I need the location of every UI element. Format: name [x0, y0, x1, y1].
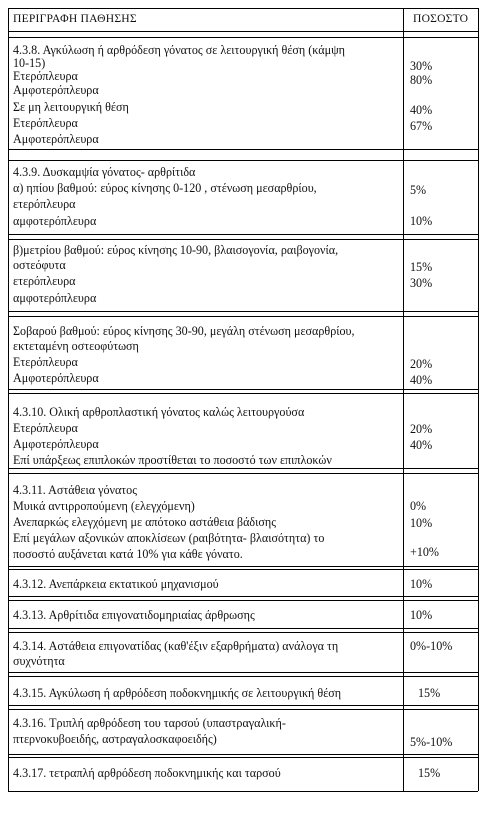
table-rule: [8, 239, 478, 240]
row-description-line: 4.3.17. τετραπλή αρθρόδεση ποδοκνημικής και ταρσού: [13, 766, 281, 780]
table-rule: [8, 149, 478, 150]
row-description-line: Αμφοτερόπλευρα: [13, 437, 99, 451]
row-percent: 15%: [410, 260, 433, 274]
row-percent: 10%: [410, 214, 433, 228]
table-rule: [8, 160, 478, 161]
table-rule: [8, 316, 478, 317]
row-description-line: οστεόφυτα: [13, 258, 66, 272]
row-percent: 10%: [410, 516, 433, 530]
row-description-line: Αμφοτερόπλευρα: [13, 132, 99, 146]
table-rule: [8, 709, 478, 710]
row-percent: 20%: [410, 422, 433, 436]
row-description-line: Μυικά αντιρροπούμενη (ελεγχόμενη): [13, 499, 195, 513]
row-description-line: αμφοτερόπλευρα: [13, 214, 97, 228]
row-description-line: Σε μη λειτουργική θέση: [13, 100, 129, 114]
table-rule: [8, 596, 478, 597]
table-rule: [8, 311, 478, 312]
row-percent: 15%: [418, 686, 441, 700]
header-description: ΠΕΡΙΓΡΑΦΗ ΠΑΘΗΣΗΣ: [13, 12, 137, 25]
row-percent: 10%: [410, 608, 433, 622]
row-description-line: 4.3.15. Αγκύλωση ή αρθρόδεση ποδοκνημικής σε λειτουργική θέση: [13, 686, 342, 700]
table-rule: [8, 37, 478, 38]
row-description-line: 4.3.13. Αρθρίτιδα επιγονατιδομηριαίας άρθρωσης: [13, 608, 255, 622]
row-description-line: Ετερόπλευρα: [13, 69, 78, 83]
row-percent: 5%-10%: [410, 735, 453, 749]
table-rule: [8, 791, 478, 792]
table-rule: [8, 757, 478, 758]
row-description-line: συχνότητα: [13, 654, 65, 668]
row-percent: 80%: [410, 73, 433, 87]
header-percent: ΠΟΣΟΣΤΟ: [413, 12, 469, 25]
row-description-line: ποσοστό αυξάνεται κατά 10% για κάθε γόνατο.: [13, 547, 243, 561]
row-percent: 0%-10%: [410, 639, 453, 653]
row-percent: 40%: [410, 438, 433, 452]
row-description-line: Ετερόπλευρα: [13, 116, 78, 130]
row-percent: +10%: [410, 545, 439, 559]
row-description-line: πτερνοκυβοειδής, αστραγαλοσκαφοειδής): [13, 732, 217, 746]
table-column-rule: [8, 8, 9, 791]
row-percent: 40%: [410, 373, 433, 387]
table-rule: [8, 31, 478, 32]
row-description-line: ετερόπλευρα: [13, 274, 76, 288]
row-description-line: Επί υπάρξεως επιπλοκών προστίθεται το ποσοστό των επιπλοκών: [13, 453, 332, 467]
row-description-line: 10-15): [13, 56, 46, 70]
row-description-line: Ετερόπλευρα: [13, 421, 78, 435]
row-percent: 15%: [418, 766, 441, 780]
row-description-line: αμφοτερόπλευρα: [13, 291, 97, 305]
row-description-line: 4.3.10. Ολική αρθροπλαστική γόνατος καλώς λειτουργούσα: [13, 405, 305, 419]
table-rule: [8, 468, 478, 469]
row-percent: 30%: [410, 59, 433, 73]
row-description-line: ετερόπλευρα: [13, 197, 76, 211]
row-percent: 20%: [410, 357, 433, 371]
table-column-rule: [403, 8, 404, 791]
table-rule: [8, 389, 478, 390]
row-percent: 5%: [410, 183, 427, 197]
table-rule: [8, 705, 478, 706]
row-description-line: 4.3.14. Αστάθεια επιγονατίδας (καθ'έξιν εξαρθρήματα) ανάλογα τη: [13, 639, 339, 653]
row-description-line: Αμφοτερόπλευρα: [13, 83, 99, 97]
row-description-line: Ανεπαρκώς ελεγχόμενη με απότοκο αστάθεια βάδισης: [13, 515, 277, 529]
row-description-line: 4.3.12. Ανεπάρκεια εκτατικού μηχανισμού: [13, 577, 219, 591]
row-description-line: εκτεταμένη οστεοφύτωση: [13, 339, 139, 353]
row-description-line: Αμφοτερόπλευρα: [13, 371, 99, 385]
table-rule: [8, 8, 478, 9]
row-description-line: Σοβαρού βαθμού: εύρος κίνησης 30-90, μεγάλη στένωση μεσαρθρίου,: [13, 324, 355, 338]
row-description-line: 4.3.8. Αγκύλωση ή αρθρόδεση γόνατος σε λειτουργική θέση (κάμψη: [13, 43, 345, 57]
row-percent: 40%: [410, 103, 433, 117]
table-rule: [8, 393, 478, 394]
table-column-rule: [478, 8, 479, 791]
table-rule: [8, 566, 478, 567]
row-description-line: 4.3.16. Τριπλή αρθρόδεση του ταρσού (υπαστραγαλική-: [13, 716, 286, 730]
row-description-line: α) ηπίου βαθμού: εύρος κίνησης 0-120 , στένωση μεσαρθρίου,: [13, 181, 317, 195]
row-description-line: β)μετρίου βαθμού: εύρος κίνησης 10-90, βλαισογονία, ραιβογονία,: [13, 243, 339, 257]
table-rule: [8, 628, 478, 629]
table-rule: [8, 676, 478, 677]
table-rule: [8, 754, 478, 755]
row-percent: 67%: [410, 119, 433, 133]
table-rule: [8, 569, 478, 570]
table-rule: [8, 632, 478, 633]
row-description-line: Ετερόπλευρα: [13, 355, 78, 369]
row-percent: 10%: [410, 577, 433, 591]
table-rule: [8, 234, 478, 235]
table-rule: [8, 600, 478, 601]
row-description-line: Επί μεγάλων αξονικών αποκλίσεων (ραιβότητα- βλαισότητα) το: [13, 531, 325, 545]
table-rule: [8, 473, 478, 474]
row-percent: 30%: [410, 276, 433, 290]
row-percent: 0%: [410, 499, 427, 513]
row-description-line: 4.3.11. Αστάθεια γόνατος: [13, 483, 137, 497]
table-rule: [8, 672, 478, 673]
row-description-line: 4.3.9. Δυσκαμψία γόνατος- αρθρίτιδα: [13, 165, 196, 179]
